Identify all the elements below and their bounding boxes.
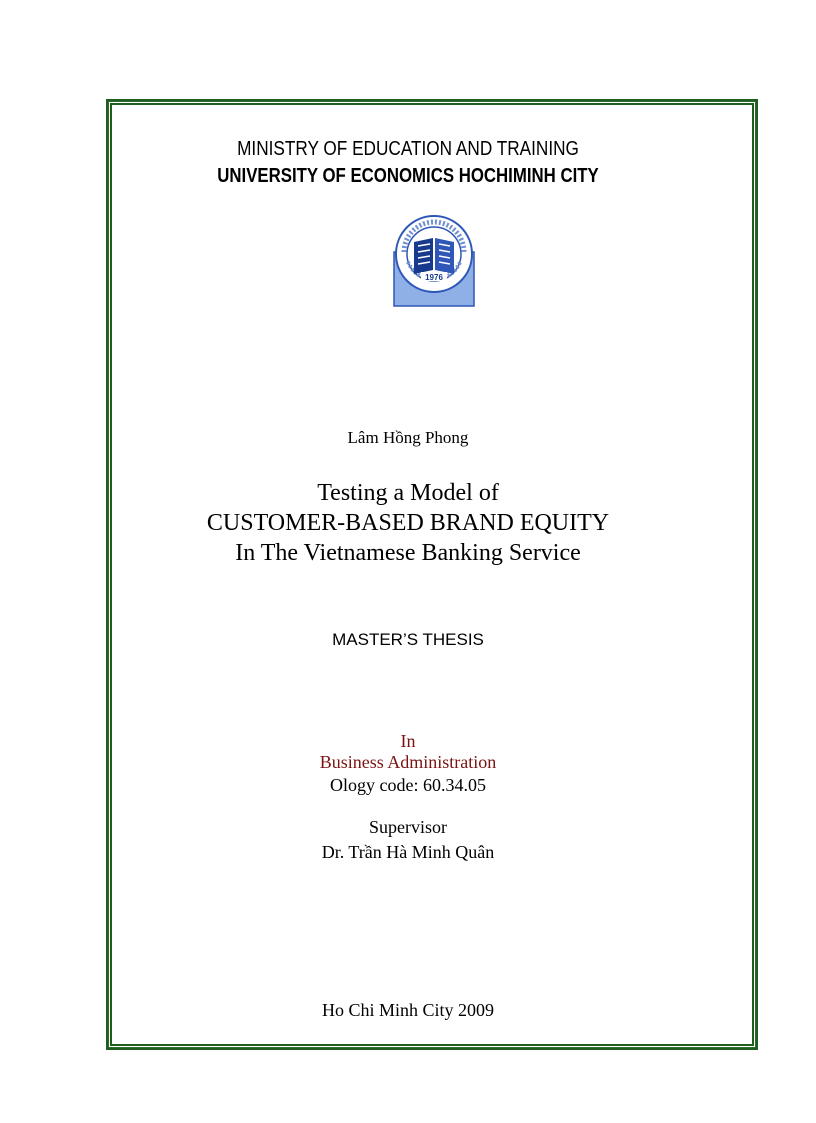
- title-line-3: In The Vietnamese Banking Service: [235, 540, 581, 566]
- university-heading: UNIVERSITY OF ECONOMICS HOCHIMINH CITY: [217, 165, 599, 187]
- ology-code: Ology code: 60.34.05: [330, 775, 486, 795]
- university-emblem-icon: [390, 212, 478, 308]
- supervisor-name: Dr. Trần Hà Minh Quân: [321, 842, 495, 862]
- field-of-study: Business Administration: [319, 752, 497, 772]
- degree-label: MASTER’S THESIS: [332, 630, 484, 649]
- logo-year: 1976: [425, 273, 443, 282]
- author-name: Lâm Hồng Phong: [347, 428, 469, 447]
- in-label: In: [400, 731, 416, 751]
- place-and-year: Ho Chi Minh City 2009: [321, 1000, 495, 1020]
- title-line-2: CUSTOMER-BASED BRAND EQUITY: [206, 510, 610, 536]
- title-line-1: Testing a Model of: [317, 480, 499, 506]
- ministry-heading: MINISTRY OF EDUCATION AND TRAINING: [237, 138, 579, 160]
- supervisor-label: Supervisor: [369, 817, 447, 837]
